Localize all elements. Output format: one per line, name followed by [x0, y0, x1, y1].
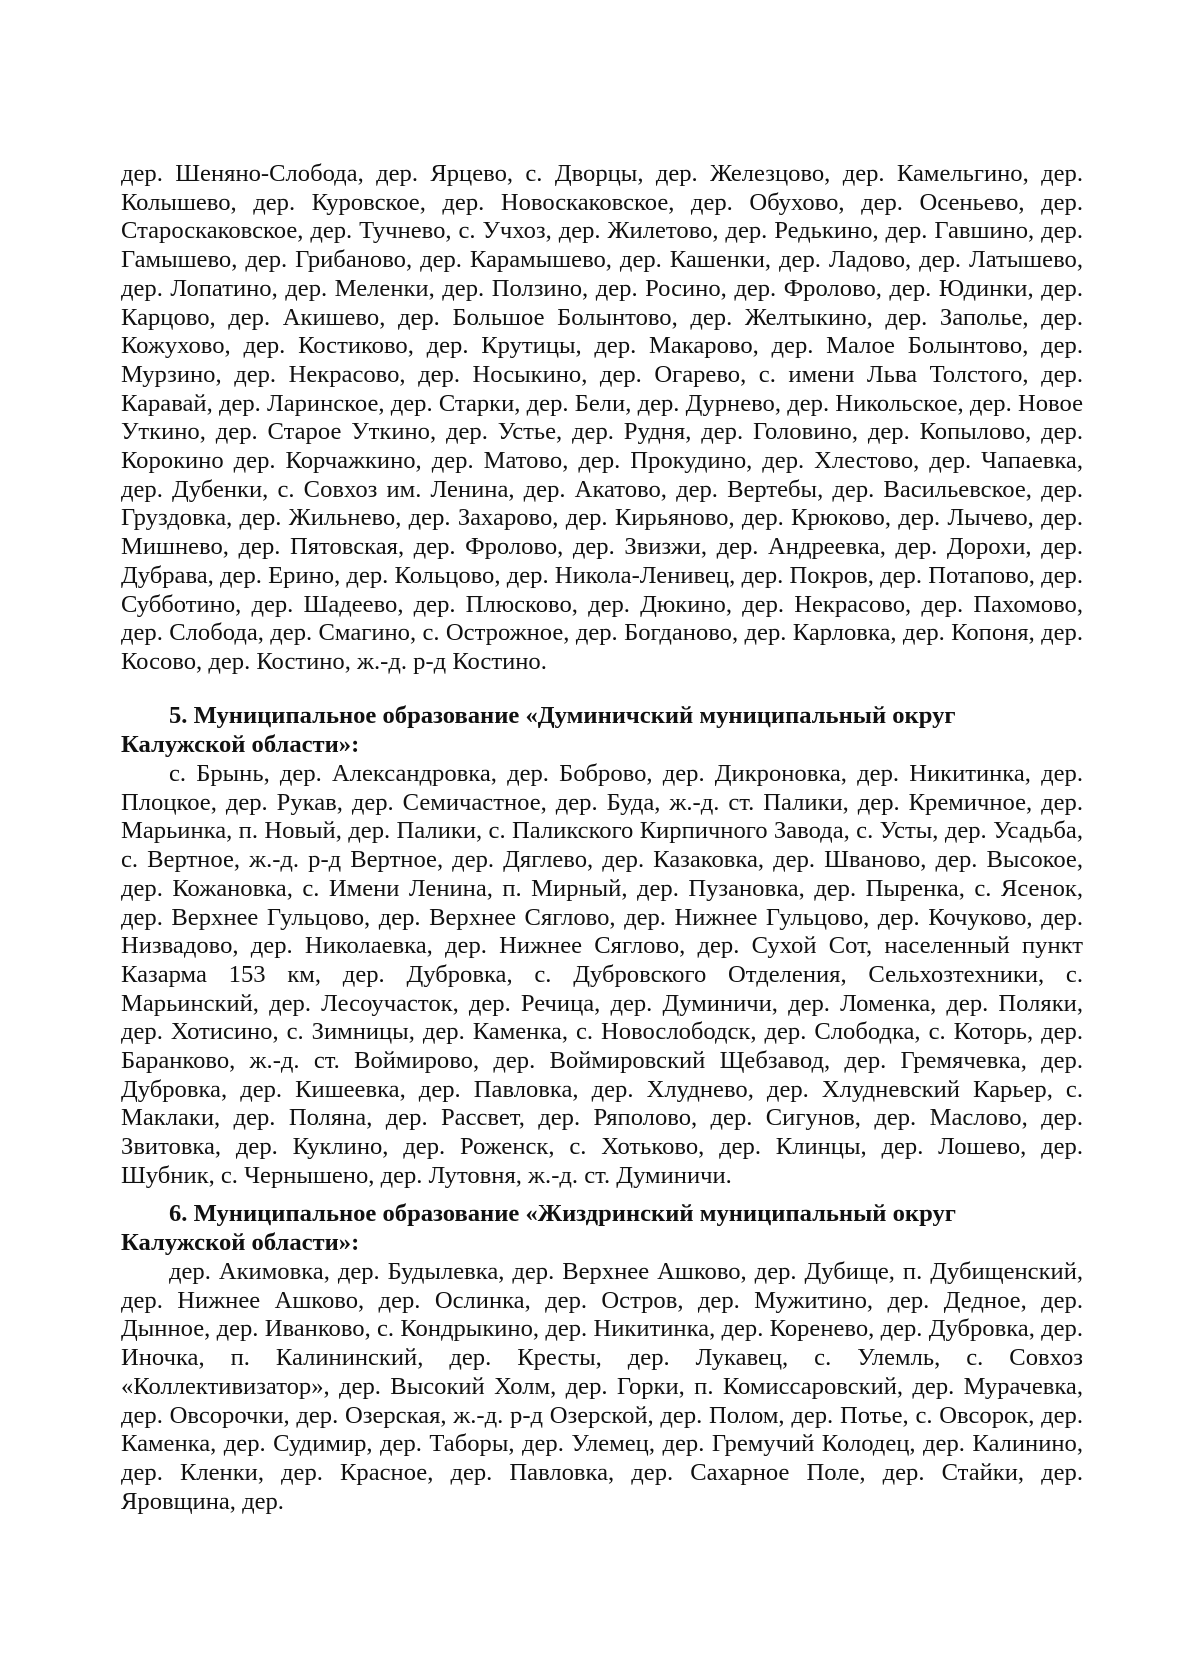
section-6-settlements-list: дер. Акимовка, дер. Будылевка, дер. Верхнее Ашково, дер. Дубище, п. Дубищенский, дер. Нижнее Ашково, дер. Ослинка, дер. Остров, дер. Мужитино, дер. Дедное, дер. Дынное, дер. Иванково, с. Кондрыкино, дер. Никитинка, дер. Коренево, дер. Дубровка, дер. Иночка, п. Калининский, дер. Кресты, дер. Лукавец, с. Улемль, с. Совхоз «Коллективизатор», дер. Высокий Холм, дер. Горки, п. Комиссаровский, дер. Мурачевка, дер. Овсорочки, дер. Озерская, ж.-д. р-д Озерской, дер. Полом, дер. Потье, с. Овсорок, дер. Каменка, дер. Судимир, дер. Таборы, дер. Улемец, дер. Гремучий Колодец, дер. Калинино, дер. Кленки, дер. Красное, дер. Павловка, дер. Сахарное Поле, дер. Стайки, дер. Яровщина, дер.: [121, 1258, 1083, 1515]
section-6-heading: 6. Муниципальное образование «Жиздринский муниципальный округ Калужской области»:: [121, 1200, 956, 1256]
section-5-settlements-list: с. Брынь, дер. Александровка, дер. Боброво, дер. Дикроновка, дер. Никитинка, дер. Плоцкое, дер. Рукав, дер. Семичастное, дер. Буда, ж.-д. ст. Палики, дер. Кремичное, дер. Марьинка, п. Новый, дер. Палики, с. Паликского Кирпичного Завода, с. Усты, дер. Усадьба, с. Вертное, ж.-д. р-д Вертное, дер. Дяглево, дер. Казаковка, дер. Шваново, дер. Высокое, дер. Кожановка, с. Имени Ленина, п. Мирный, дер. Пузановка, дер. Пыренка, с. Ясенок, дер. Верхнее Гульцово, дер. Верхнее Сяглово, дер. Нижнее Гульцово, дер. Кочуково, дер. Низвадово, дер. Николаевка, дер. Нижнее Сяглово, дер. Сухой Сот, населенный пункт Казарма 153 км, дер. Дубровка, с. Дубровского Отделения, Сельхозтехники, с. Марьинский, дер. Лесоучасток, дер. Речица, дер. Думиничи, дер. Ломенка, дер. Поляки, дер. Хотисино, с. Зимницы, дер. Каменка, с. Новослободск, дер. Слободка, с. Которь, дер. Баранково, ж.-д. ст. Воймирово, дер. Воймировский Щебзавод, дер. Гремячевка, дер. Дубровка, дер. Кишеевка, дер. Павловка, дер. Хлуднево, дер. Хлудневский Карьер, с. Маклаки, дер. Поляна, дер. Рассвет, дер. Ряполово, дер. Сигунов, дер. Маслово, дер. Звитовка, дер. Куклино, дер. Роженск, с. Хотьково, дер. Клинцы, дер. Лошево, дер. Шубник, с. Чернышено, дер. Лутовня, ж.-д. ст. Думиничи.: [121, 760, 1083, 1189]
section-5-heading: 5. Муниципальное образование «Думиничский муниципальный округ Калужской области»:: [121, 702, 956, 758]
settlements-list-paragraph: дер. Шеняно-Слобода, дер. Ярцево, с. Дворцы, дер. Железцово, дер. Камельгино, дер. Колышево, дер. Куровское, дер. Новоскаковское, дер. Обухово, дер. Осеньево, дер. Староскаковское, дер. Тучнево, с. Учхоз, дер. Жилетово, дер. Редькино, дер. Гавшино, дер. Гамышево, дер. Грибаново, дер. Карамышево, дер. Кашенки, дер. Ладово, дер. Латышево, дер. Лопатино, дер. Меленки, дер. Ползино, дер. Росино, дер. Фролово, дер. Юдинки, дер. Карцово, дер. Акишево, дер. Большое Болынтово, дер. Желтыкино, дер. Заполье, дер. Кожухово, дер. Костиково, дер. Крутицы, дер. Макарово, дер. Малое Болынтово, дер. Мурзино, дер. Некрасово, дер. Носыкино, дер. Огарево, с. имени Льва Толстого, дер. Каравай, дер. Ларинское, дер. Старки, дер. Бели, дер. Дурнево, дер. Никольское, дер. Новое Уткино, дер. Старое Уткино, дер. Устье, дер. Рудня, дер. Головино, дер. Копылово, дер. Корокино дер. Корчажкино, дер. Матово, дер. Прокудино, дер. Хлестово, дер. Чапаевка, дер. Дубенки, с. Совхоз им. Ленина, дер. Акатово, дер. Вертебы, дер. Васильевское, дер. Груздовка, дер. Жильнево, дер. Захарово, дер. Кирьяново, дер. Крюково, дер. Лычево, дер. Мишнево, дер. Пятовская, дер. Фролово, дер. Звизжи, дер. Андреевка, дер. Дорохи, дер. Дубрава, дер. Ерино, дер. Кольцово, дер. Никола-Ленивец, дер. Покров, дер. Потапово, дер. Субботино, дер. Шадеево, дер. Плюсково, дер. Дюкино, дер. Некрасово, дер. Пахомово, дер. Слобода, дер. Смагино, с. Острожное, дер. Богданово, дер. Карловка, дер. Копоня, дер. Косово, дер. Костино, ж.-д. р-д Костино.: [121, 160, 1083, 675]
